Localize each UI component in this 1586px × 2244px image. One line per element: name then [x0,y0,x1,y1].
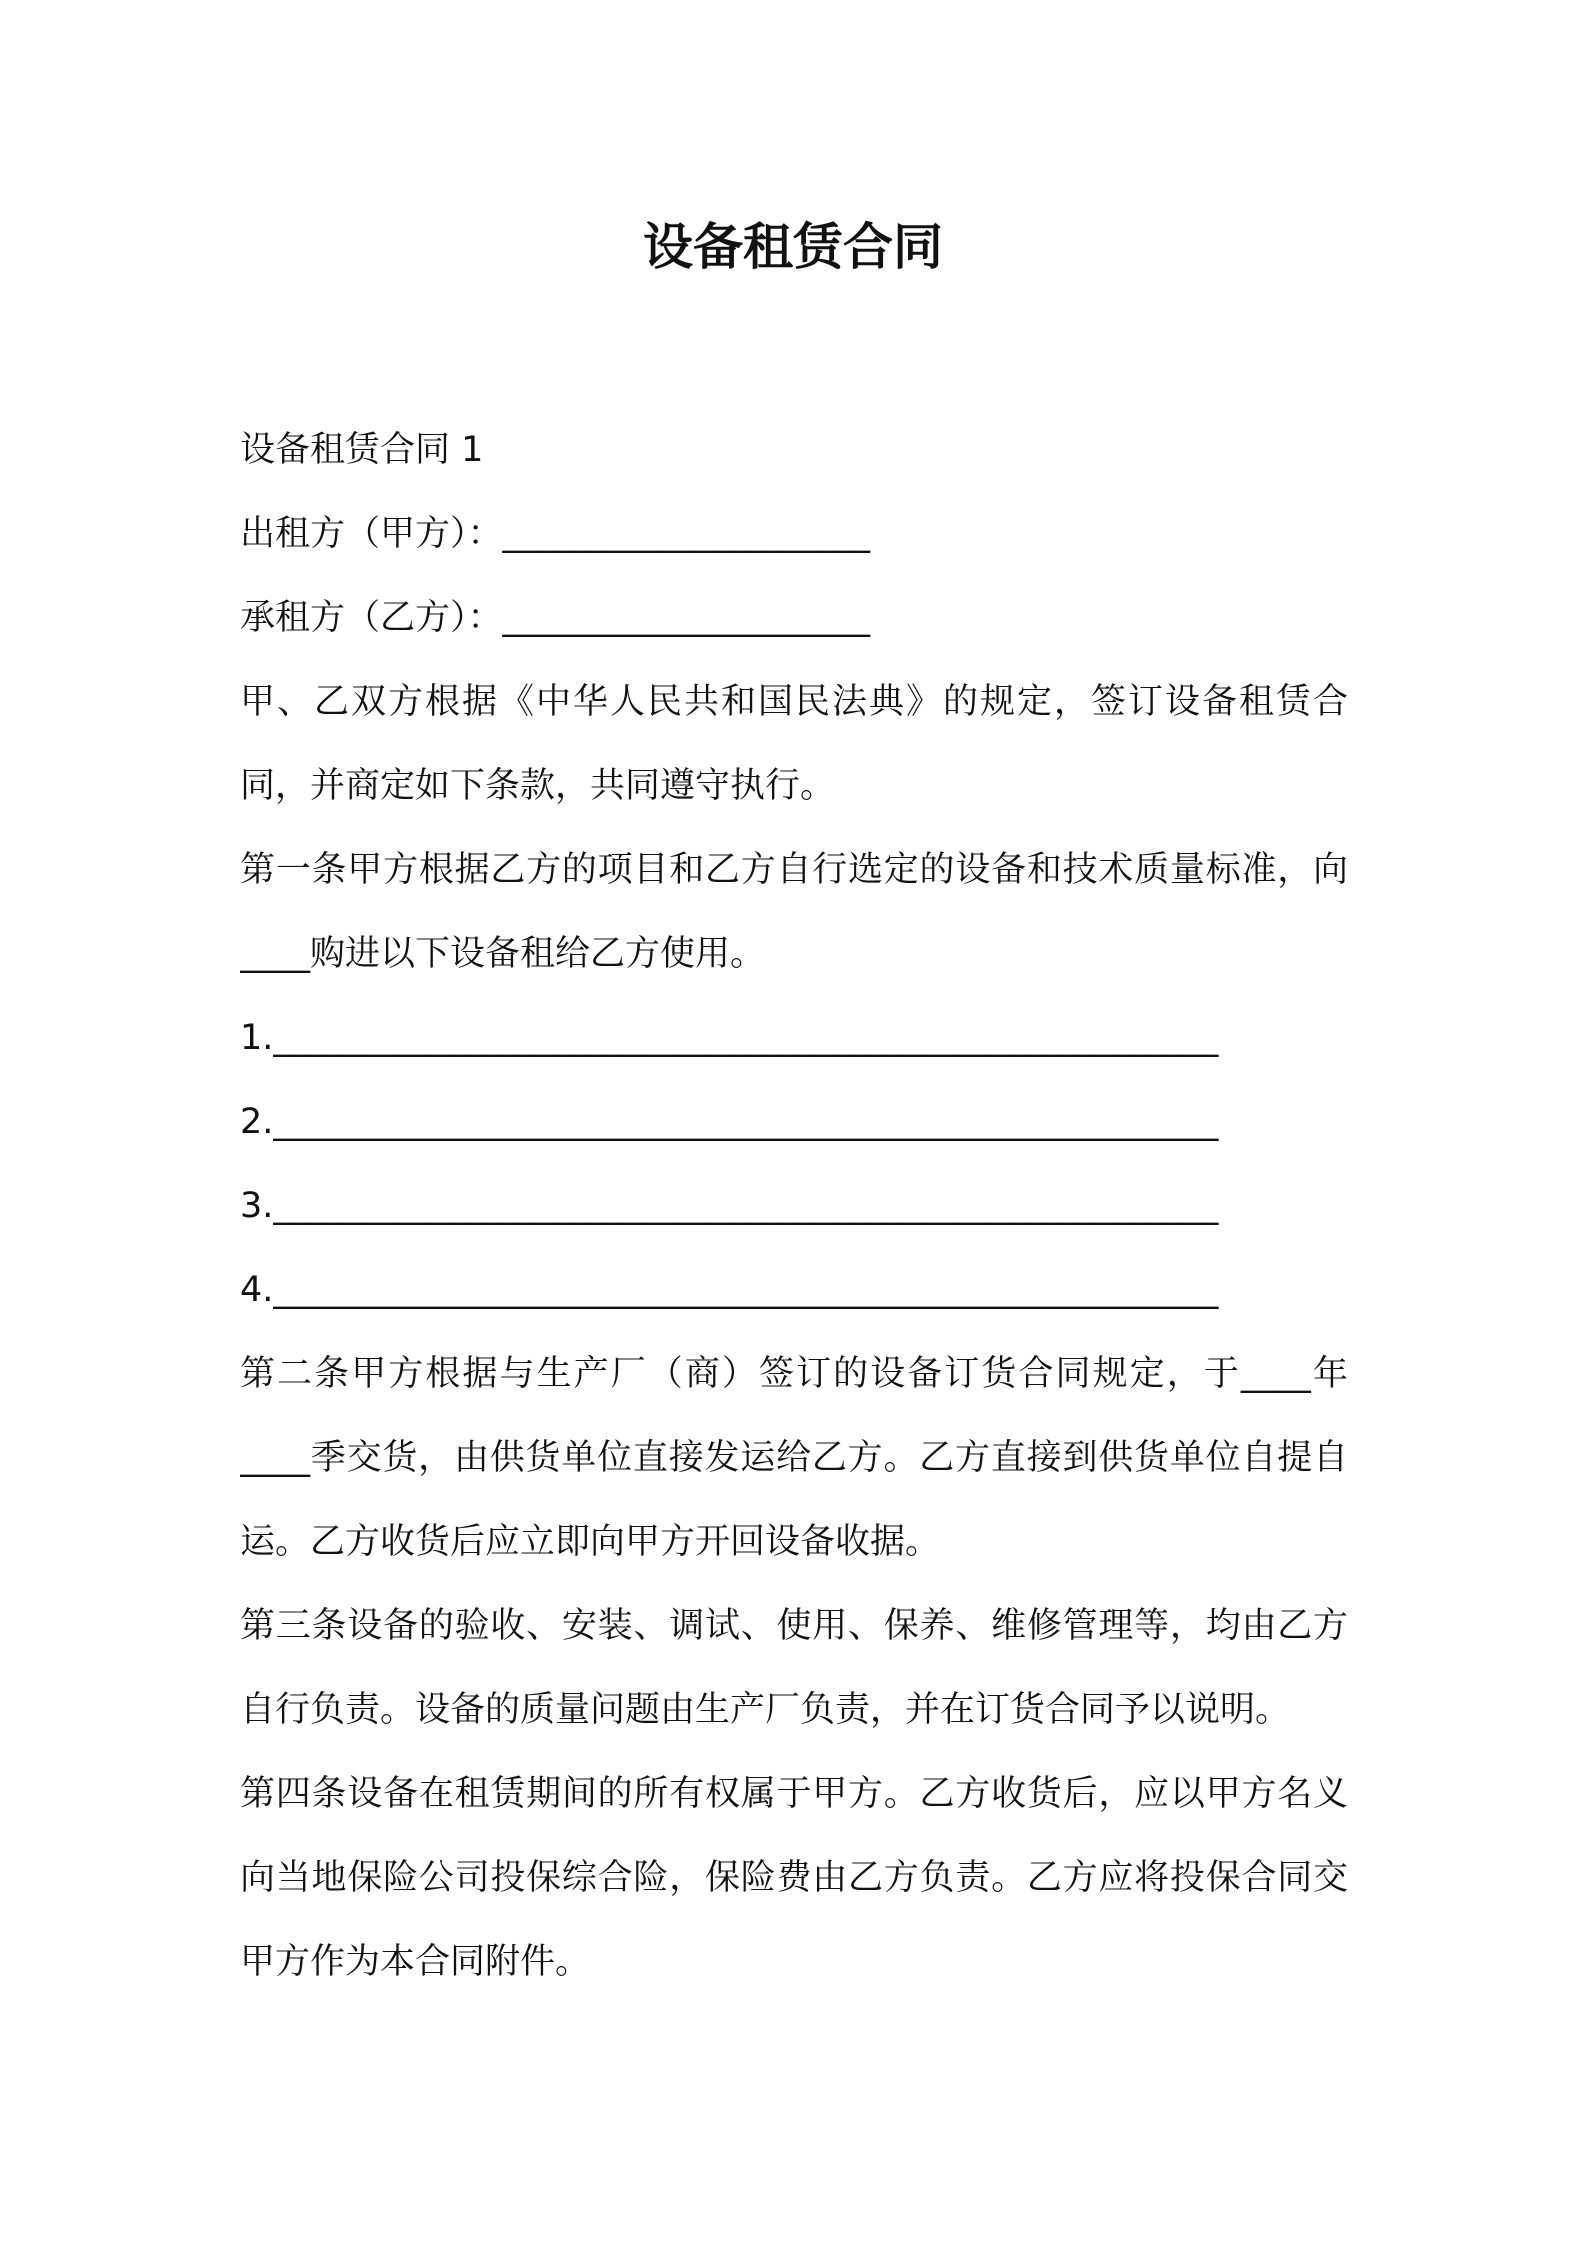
document-title: 设备租赁合同 [643,218,943,276]
preamble-paragraph: 甲、乙双方根据《中华人民共和国民法典》的规定，签订设备租赁合同，并商定如下条款，共同遵守执行。 [240,682,1348,806]
equipment-item-4: 4.______________________________________________________ [240,1270,1219,1310]
contract-subtitle: 设备租赁合同 1 [240,430,484,470]
lessor-field: 出租方（甲方）：_____________________ [240,514,871,554]
lessee-field: 承租方（乙方）：_____________________ [240,598,871,638]
article-3: 第三条设备的验收、安装、调试、使用、保养、维修管理等，均由乙方自行负责。设备的质量问题由生产厂负责，并在订货合同予以说明。 [240,1606,1348,1730]
article-2: 第二条甲方根据与生产厂（商）签订的设备订货合同规定，于____年____季交货，由供货单位直接发运给乙方。乙方直接到供货单位自提自运。乙方收货后应立即向甲方开回设备收据。 [240,1354,1348,1562]
article-4: 第四条设备在租赁期间的所有权属于甲方。乙方收货后，应以甲方名义向当地保险公司投保综合险，保险费由乙方负责。乙方应将投保合同交甲方作为本合同附件。 [240,1774,1348,1982]
document-body [240,408,1348,2004]
equipment-item-2: 2.______________________________________________________ [240,1102,1219,1142]
article-1: 第一条甲方根据乙方的项目和乙方自行选定的设备和技术质量标准，向____购进以下设备租给乙方使用。 [240,850,1348,974]
equipment-item-1: 1.______________________________________________________ [240,1018,1219,1058]
equipment-item-3: 3.______________________________________________________ [240,1186,1219,1226]
